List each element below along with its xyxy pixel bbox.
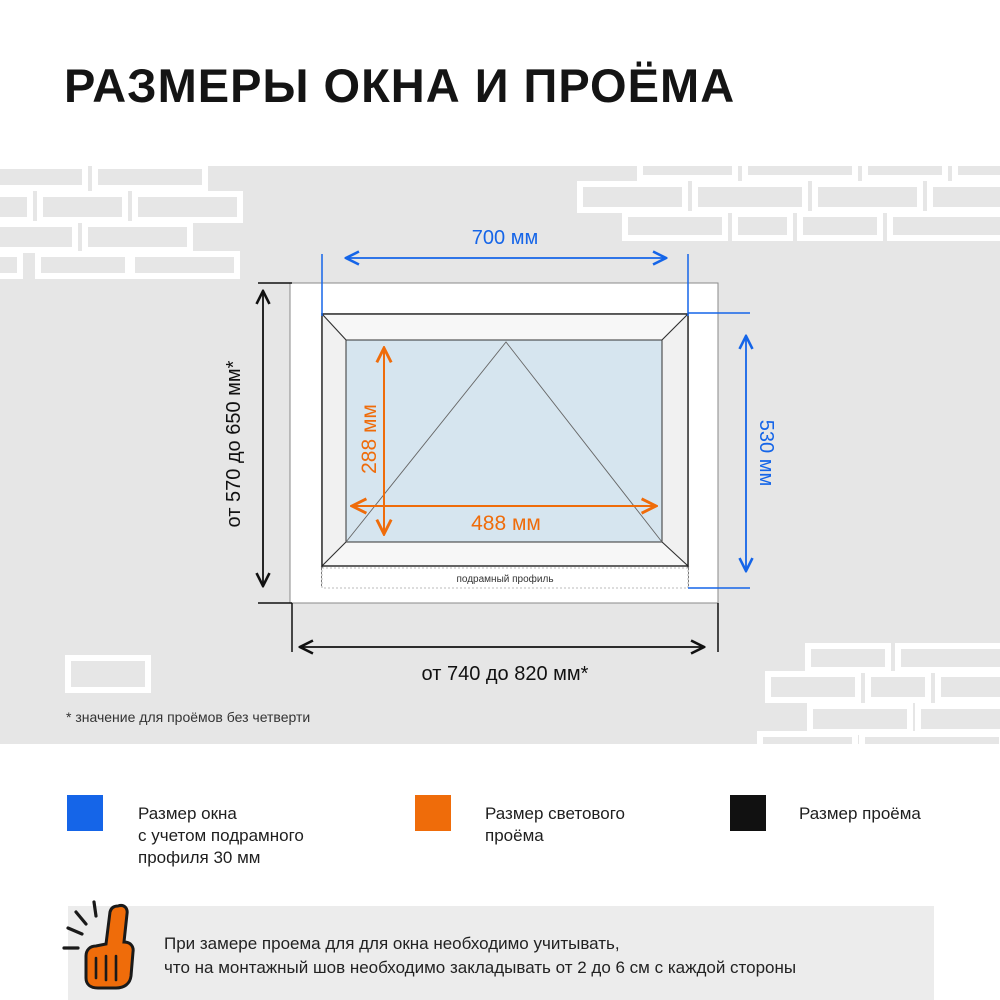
note-text	[164, 932, 796, 980]
diagram-area	[0, 166, 1000, 744]
opening-width-dimension	[292, 603, 718, 685]
legend-line: профиля 30 мм	[138, 848, 261, 867]
legend-line: Размер светового	[485, 804, 626, 823]
footnote: * значение для проёмов без четверти	[66, 709, 311, 725]
opening-width-label: от 740 до 820 мм*	[421, 663, 589, 685]
legend-text-window	[138, 803, 304, 869]
legend-swatch-window	[67, 795, 103, 831]
note-line: При замере проема для для окна необходимо учитывать,	[164, 934, 620, 953]
legend-swatch-opening	[730, 795, 766, 831]
legend-line: с учетом подрамного	[138, 826, 304, 845]
window-width-label: 700 мм	[471, 227, 539, 249]
window-frame	[290, 283, 718, 603]
light-height-label: 288 мм	[358, 404, 381, 474]
light-width-label: 488 мм	[471, 512, 541, 535]
window-diagram	[0, 166, 1000, 744]
legend-swatch-light	[415, 795, 451, 831]
window-height-label: 530 мм	[755, 419, 777, 487]
note-line: что на монтажный шов необходимо закладывать от 2 до 6 см с каждой стороны	[164, 958, 797, 977]
subframe-label: подрамный профиль	[456, 574, 554, 585]
legend-line: проёма	[485, 826, 544, 845]
legend-text-opening	[799, 803, 921, 825]
legend-text-light	[485, 803, 625, 847]
hand-index-finger-icon	[58, 898, 144, 990]
page-title: РАЗМЕРЫ ОКНА И ПРОЁМА	[64, 59, 736, 112]
legend-line: Размер проёма	[799, 804, 921, 823]
legend-line: Размер окна	[138, 804, 237, 823]
opening-height-dimension	[223, 283, 292, 603]
opening-height-label: от 570 до 650 мм*	[223, 360, 245, 528]
